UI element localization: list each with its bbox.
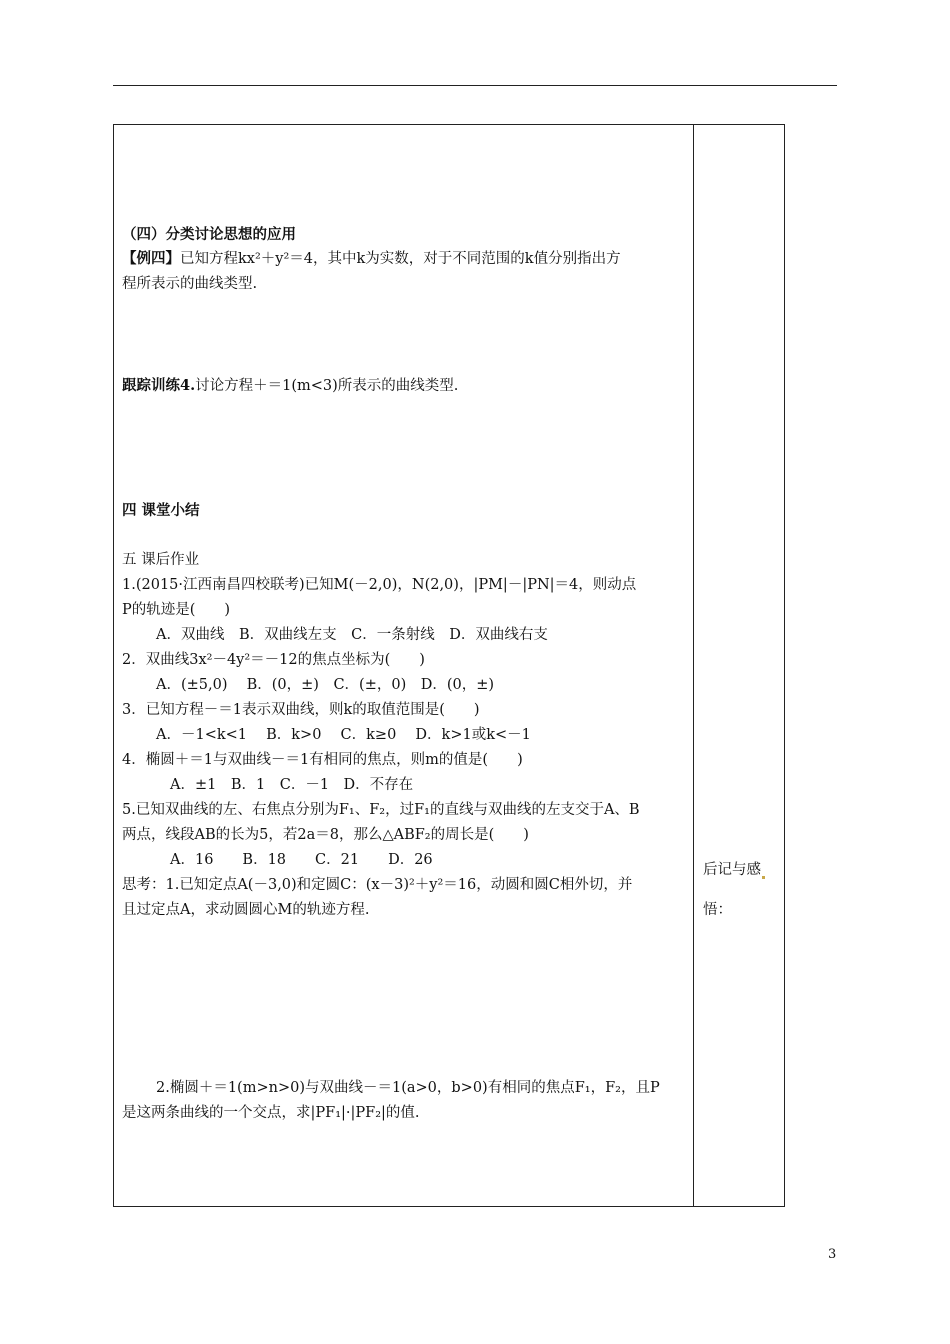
summary-title: 四 课堂小结: [122, 502, 200, 519]
think2-line1: 2.椭圆＋＝1(m>n>0)与双曲线－＝1(a>0，b>0)有相同的焦点F₁，F₂，且P: [156, 1080, 660, 1096]
think1-line2: 且过定点A，求动圆圆心M的轨迹方程.: [122, 902, 370, 918]
q3-options: A．－1<k<1 B．k>0 C．k≥0 D．k>1或k<－1: [156, 727, 531, 743]
marker-dot-icon: [762, 876, 765, 879]
q5-options: A．16 B．18 C．21 D．26: [170, 852, 433, 868]
follow4-line: [122, 373, 458, 399]
q3-line1: 3．已知方程－＝1表示双曲线，则k的取值范围是( ): [122, 702, 480, 718]
section4-title: （四）分类讨论思想的应用: [122, 226, 296, 243]
header-rule: [113, 85, 837, 86]
example4-label: 【例四】: [122, 250, 180, 267]
sidebar-note-line1: [703, 858, 765, 879]
follow4-text: 讨论方程＋＝1(m<3)所表示的曲线类型.: [195, 378, 459, 394]
q1-line2: P的轨迹是( ): [122, 602, 231, 618]
follow4-label: 跟踪训练4.: [122, 377, 196, 394]
think1-line1: 思考：1.已知定点A(－3,0)和定圆C：(x－3)²＋y²＝16，动圆和圆C相外切，并: [122, 877, 633, 893]
q2-line1: 2．双曲线3x²－4y²＝－12的焦点坐标为( ): [122, 652, 425, 668]
table-column-divider: [693, 124, 694, 1207]
q4-options: A．±1 B．1 C．－1 D．不存在: [170, 777, 414, 793]
q5-line1: 5.已知双曲线的左、右焦点分别为F₁、F₂，过F₁的直线与双曲线的左支交于A、B: [122, 802, 640, 818]
sidebar-note-text: 后记与感: [703, 862, 761, 878]
think2-line2: 是这两条曲线的一个交点，求|PF₁|·|PF₂|的值.: [122, 1105, 420, 1121]
q1-options: A．双曲线 B．双曲线左支 C．一条射线 D．双曲线右支: [156, 627, 548, 643]
q5-line2: 两点，线段AB的长为5，若2a＝8，那么△ABF₂的周长是( ): [122, 827, 529, 843]
homework-title: 五 课后作业: [122, 552, 200, 568]
page-number: 3: [828, 1247, 837, 1262]
example4-line2: 程所表示的曲线类型.: [122, 276, 258, 292]
q1-line1: 1.(2015·江西南昌四校联考)已知M(－2,0)，N(2,0)，|PM|－|PN|＝4，则动点: [122, 577, 637, 593]
example4-line1: [122, 246, 621, 272]
q2-options: A．(±5,0) B．(0，±) C．(±，0) D．(0，±): [156, 677, 495, 693]
q4-line1: 4．椭圆＋＝1与双曲线－＝1有相同的焦点，则m的值是( ): [122, 752, 523, 768]
example4-text: 已知方程kx²＋y²＝4，其中k为实数，对于不同范围的k值分别指出方: [180, 251, 621, 267]
sidebar-note-line2: 悟：: [703, 902, 732, 918]
